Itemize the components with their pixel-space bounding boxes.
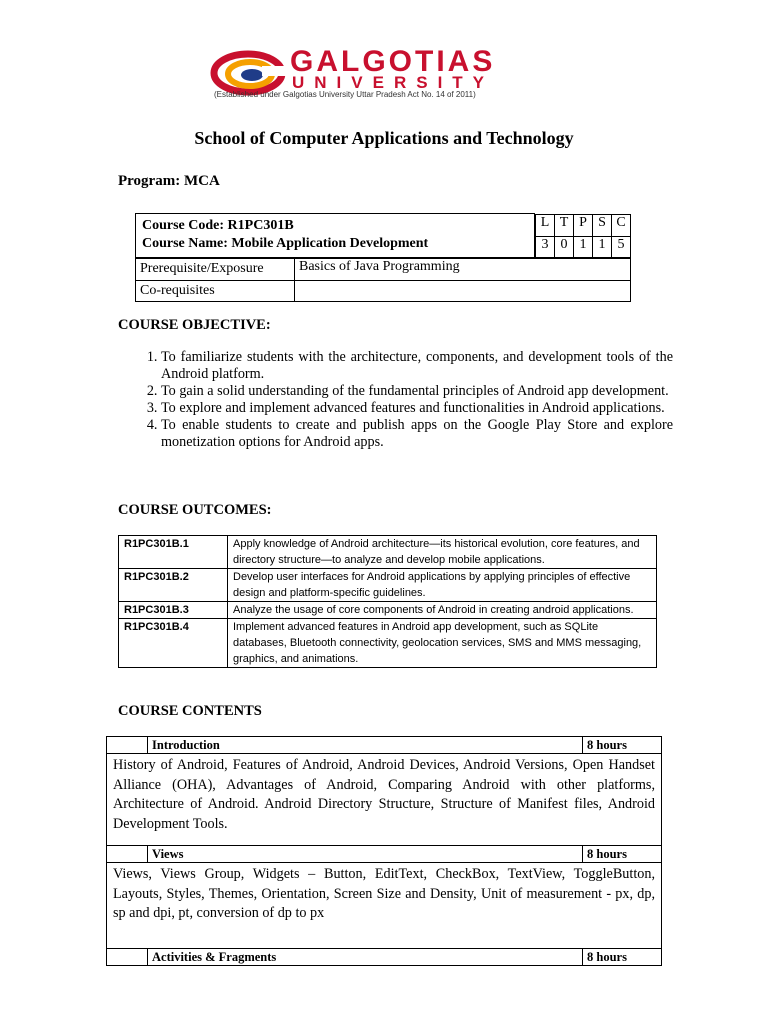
outcome-text: Implement advanced features in Android app development, such as SQLite databases, Bluetooth connectivity, geolocation services, SMS and MMS messaging, graphics, and animations. [228, 619, 657, 668]
outcome-code: R1PC301B.3 [119, 602, 228, 619]
unit-number-cell [107, 737, 148, 754]
prerequisite-value: Basics of Java Programming [295, 258, 631, 281]
ltpsc-header: C [612, 214, 631, 236]
outcome-code: R1PC301B.2 [119, 569, 228, 602]
established-note: (Established under Galgotias University Uttar Pradesh Act No. 14 of 2011) [214, 90, 476, 99]
ltpsc-value: 1 [574, 236, 593, 258]
logo-text-bottom: UNIVERSITY [292, 73, 495, 92]
objective-item: 3. To explore and implement advanced features and functionalities in Android applications. [161, 400, 673, 417]
course-info-table [135, 213, 631, 259]
corequisite-label: Co-requisites [136, 281, 295, 302]
university-logo [206, 46, 566, 104]
unit-header-row [107, 737, 662, 754]
objective-item: 4. To enable students to create and publish apps on the Google Play Store and explore monetization options for Android apps. [161, 417, 673, 451]
ltpsc-cell [535, 214, 632, 259]
unit-body: History of Android, Features of Android, Android Devices, Android Versions, Open Handset Alliance (OHA), Advantages of Android, Comparing Android with other platforms, Architecture of Android. Android Directory Structure, Structure of Manifest files, Android Development Tools. [107, 754, 662, 846]
unit-header-row [107, 846, 662, 863]
unit-title: Activities & Fragments [148, 949, 583, 966]
unit-body-row [107, 754, 662, 846]
unit-body-row [107, 863, 662, 949]
unit-body: Views, Views Group, Widgets – Button, EditText, CheckBox, TextView, ToggleButton, Layouts, Styles, Themes, Orientation, Screen Size and Density, Unit of measurement - px, dp, sp and dpi, pt, conversion of dp to px [107, 863, 662, 949]
contents-table [106, 736, 662, 966]
table-row [119, 602, 657, 619]
unit-number-cell [107, 846, 148, 863]
outcome-text: Apply knowledge of Android architecture—its historical evolution, core features, and directory structure—to analyze and develop mobile applications. [228, 536, 657, 569]
table-row [119, 536, 657, 569]
ltpsc-value: 0 [555, 236, 574, 258]
ltpsc-header: L [536, 214, 555, 236]
ltpsc-header: P [574, 214, 593, 236]
contents-heading: COURSE CONTENTS [118, 703, 262, 719]
unit-number-cell [107, 949, 148, 966]
course-code: Course Code: R1PC301B [142, 218, 294, 233]
ltpsc-value: 3 [536, 236, 555, 258]
ltpsc-header: S [593, 214, 612, 236]
requisites-table [135, 257, 631, 302]
unit-title: Views [148, 846, 583, 863]
outcome-text: Develop user interfaces for Android applications by applying principles of effective design and platform-specific guidelines. [228, 569, 657, 602]
outcomes-table [118, 535, 657, 668]
ltpsc-value: 5 [612, 236, 631, 258]
ltpsc-value: 1 [593, 236, 612, 258]
table-row [119, 619, 657, 668]
outcomes-heading: COURSE OUTCOMES: [118, 502, 272, 518]
unit-hours: 8 hours [583, 949, 662, 966]
unit-title: Introduction [148, 737, 583, 754]
school-title: School of Computer Applications and Technology [194, 128, 574, 148]
table-row [119, 569, 657, 602]
course-name: Course Name: Mobile Application Development [142, 236, 429, 251]
unit-hours: 8 hours [583, 737, 662, 754]
ltpsc-table [535, 214, 631, 259]
ltpsc-header: T [555, 214, 574, 236]
outcome-code: R1PC301B.1 [119, 536, 228, 569]
course-title-cell [136, 214, 535, 259]
unit-header-row [107, 949, 662, 966]
corequisite-value [295, 281, 631, 302]
prerequisite-label: Prerequisite/Exposure [136, 258, 295, 281]
objective-heading: COURSE OBJECTIVE: [118, 317, 271, 333]
objective-item: 1. To familiarize students with the architecture, components, and development tools of the Android platform. [161, 349, 673, 383]
objective-item: 2. To gain a solid understanding of the fundamental principles of Android app development. [161, 383, 673, 400]
objective-list [137, 349, 673, 451]
outcome-code: R1PC301B.4 [119, 619, 228, 668]
outcome-text: Analyze the usage of core components of Android in creating android applications. [228, 602, 657, 619]
program-line: Program: MCA [118, 173, 220, 189]
unit-hours: 8 hours [583, 846, 662, 863]
logo-text-top: GALGOTIAS [290, 45, 496, 78]
